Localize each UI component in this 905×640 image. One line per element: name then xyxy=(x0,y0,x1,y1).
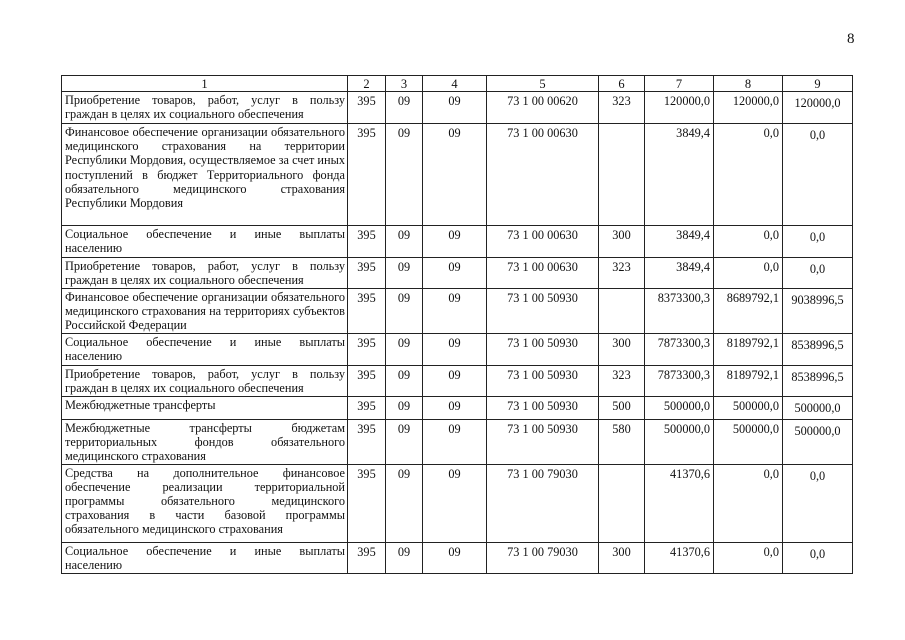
col-9-cell: 8538996,5 xyxy=(783,333,853,365)
col-6-cell: 300 xyxy=(599,542,645,573)
col-9-cell: 120000,0 xyxy=(783,92,853,124)
header-cell: 7 xyxy=(645,76,714,92)
col-4-cell: 09 xyxy=(423,396,487,419)
header-cell: 9 xyxy=(783,76,853,92)
col-8-cell: 500000,0 xyxy=(714,396,783,419)
row-name-cell: Межбюджетные трансферты бюджетам территориальных фондов обязательного медицинского страхования xyxy=(62,419,348,464)
col-2-cell: 395 xyxy=(348,464,386,542)
col-7-cell: 41370,6 xyxy=(645,542,714,573)
col-8-cell: 0,0 xyxy=(714,542,783,573)
col-2-cell: 395 xyxy=(348,365,386,396)
budget-table xyxy=(61,75,853,574)
col-4-cell: 09 xyxy=(423,258,487,289)
col-9-cell: 0,0 xyxy=(783,542,853,573)
col-6-cell: 500 xyxy=(599,396,645,419)
row-name-cell: Приобретение товаров, работ, услуг в пользу граждан в целях их социального обеспечения xyxy=(62,258,348,289)
table-row xyxy=(62,226,853,258)
table-row xyxy=(62,92,853,124)
header-cell: 3 xyxy=(386,76,423,92)
col-6-cell: 323 xyxy=(599,365,645,396)
row-name-cell: Социальное обеспечение и иные выплаты населению xyxy=(62,542,348,573)
row-name-cell: Финансовое обеспечение организации обязательного медицинского страхования на территории Республики Мордовия, осуществляемое за счет иных поступлений в бюджет Территориального фонда обязательного медицинского страхования Республики Мордовия xyxy=(62,124,348,226)
col-9-cell: 500000,0 xyxy=(783,419,853,464)
col-5-cell: 73 1 00 00620 xyxy=(487,92,599,124)
col-8-cell: 0,0 xyxy=(714,464,783,542)
col-5-cell: 73 1 00 50930 xyxy=(487,365,599,396)
col-4-cell: 09 xyxy=(423,365,487,396)
col-2-cell: 395 xyxy=(348,226,386,258)
col-2-cell: 395 xyxy=(348,333,386,365)
col-2-cell: 395 xyxy=(348,92,386,124)
col-5-cell: 73 1 00 50930 xyxy=(487,333,599,365)
col-7-cell: 500000,0 xyxy=(645,396,714,419)
table-row xyxy=(62,419,853,464)
col-5-cell: 73 1 00 79030 xyxy=(487,542,599,573)
col-7-cell: 7873300,3 xyxy=(645,365,714,396)
col-9-cell: 500000,0 xyxy=(783,396,853,419)
table-row xyxy=(62,365,853,396)
col-3-cell: 09 xyxy=(386,124,423,226)
col-3-cell: 09 xyxy=(386,226,423,258)
col-7-cell: 8373300,3 xyxy=(645,289,714,334)
table-row xyxy=(62,396,853,419)
col-9-cell: 9038996,5 xyxy=(783,289,853,334)
col-4-cell: 09 xyxy=(423,333,487,365)
header-cell: 5 xyxy=(487,76,599,92)
col-7-cell: 3849,4 xyxy=(645,124,714,226)
col-9-cell: 0,0 xyxy=(783,226,853,258)
col-8-cell: 120000,0 xyxy=(714,92,783,124)
col-6-cell: 300 xyxy=(599,226,645,258)
col-7-cell: 7873300,3 xyxy=(645,333,714,365)
row-name-cell: Финансовое обеспечение организации обязательного медицинского страхования на территориях субъектов Российской Федерации xyxy=(62,289,348,334)
col-3-cell: 09 xyxy=(386,542,423,573)
col-6-cell: 323 xyxy=(599,92,645,124)
col-2-cell: 395 xyxy=(348,289,386,334)
table-row xyxy=(62,542,853,573)
col-5-cell: 73 1 00 50930 xyxy=(487,289,599,334)
col-4-cell: 09 xyxy=(423,124,487,226)
col-5-cell: 73 1 00 50930 xyxy=(487,396,599,419)
header-row xyxy=(62,76,853,92)
table-row xyxy=(62,258,853,289)
col-7-cell: 120000,0 xyxy=(645,92,714,124)
col-4-cell: 09 xyxy=(423,419,487,464)
page-number: 8 xyxy=(847,31,855,47)
col-6-cell xyxy=(599,289,645,334)
col-9-cell: 0,0 xyxy=(783,258,853,289)
header-cell: 6 xyxy=(599,76,645,92)
row-name-cell: Приобретение товаров, работ, услуг в пользу граждан в целях их социального обеспечения xyxy=(62,365,348,396)
col-8-cell: 8689792,1 xyxy=(714,289,783,334)
col-5-cell: 73 1 00 00630 xyxy=(487,226,599,258)
col-4-cell: 09 xyxy=(423,542,487,573)
col-9-cell: 8538996,5 xyxy=(783,365,853,396)
header-cell: 8 xyxy=(714,76,783,92)
col-4-cell: 09 xyxy=(423,92,487,124)
col-3-cell: 09 xyxy=(386,365,423,396)
header-cell: 4 xyxy=(423,76,487,92)
col-5-cell: 73 1 00 79030 xyxy=(487,464,599,542)
col-6-cell: 300 xyxy=(599,333,645,365)
col-3-cell: 09 xyxy=(386,396,423,419)
col-8-cell: 0,0 xyxy=(714,226,783,258)
col-7-cell: 3849,4 xyxy=(645,258,714,289)
col-2-cell: 395 xyxy=(348,542,386,573)
row-name-cell: Межбюджетные трансферты xyxy=(62,396,348,419)
col-8-cell: 500000,0 xyxy=(714,419,783,464)
col-3-cell: 09 xyxy=(386,92,423,124)
col-5-cell: 73 1 00 00630 xyxy=(487,258,599,289)
col-8-cell: 0,0 xyxy=(714,258,783,289)
col-8-cell: 8189792,1 xyxy=(714,333,783,365)
col-3-cell: 09 xyxy=(386,333,423,365)
col-6-cell: 323 xyxy=(599,258,645,289)
col-8-cell: 0,0 xyxy=(714,124,783,226)
col-2-cell: 395 xyxy=(348,258,386,289)
row-name-cell: Социальное обеспечение и иные выплаты населению xyxy=(62,226,348,258)
table-row xyxy=(62,124,853,226)
col-9-cell: 0,0 xyxy=(783,124,853,226)
col-4-cell: 09 xyxy=(423,226,487,258)
table-row xyxy=(62,289,853,334)
col-7-cell: 41370,6 xyxy=(645,464,714,542)
col-6-cell: 580 xyxy=(599,419,645,464)
col-6-cell xyxy=(599,124,645,226)
col-2-cell: 395 xyxy=(348,396,386,419)
col-2-cell: 395 xyxy=(348,124,386,226)
header-cell: 2 xyxy=(348,76,386,92)
col-8-cell: 8189792,1 xyxy=(714,365,783,396)
col-3-cell: 09 xyxy=(386,289,423,334)
col-7-cell: 500000,0 xyxy=(645,419,714,464)
col-5-cell: 73 1 00 00630 xyxy=(487,124,599,226)
header-cell: 1 xyxy=(62,76,348,92)
col-3-cell: 09 xyxy=(386,258,423,289)
col-3-cell: 09 xyxy=(386,464,423,542)
col-2-cell: 395 xyxy=(348,419,386,464)
col-6-cell xyxy=(599,464,645,542)
col-4-cell: 09 xyxy=(423,289,487,334)
col-9-cell: 0,0 xyxy=(783,464,853,542)
col-7-cell: 3849,4 xyxy=(645,226,714,258)
row-name-cell: Средства на дополнительное финансовое обеспечение реализации территориальной программы обязательного медицинского страхования в части базовой программы обязательного медицинского страхования xyxy=(62,464,348,542)
row-name-cell: Приобретение товаров, работ, услуг в пользу граждан в целях их социального обеспечения xyxy=(62,92,348,124)
table-row xyxy=(62,333,853,365)
row-name-cell: Социальное обеспечение и иные выплаты населению xyxy=(62,333,348,365)
col-4-cell: 09 xyxy=(423,464,487,542)
col-5-cell: 73 1 00 50930 xyxy=(487,419,599,464)
col-3-cell: 09 xyxy=(386,419,423,464)
table-row xyxy=(62,464,853,542)
